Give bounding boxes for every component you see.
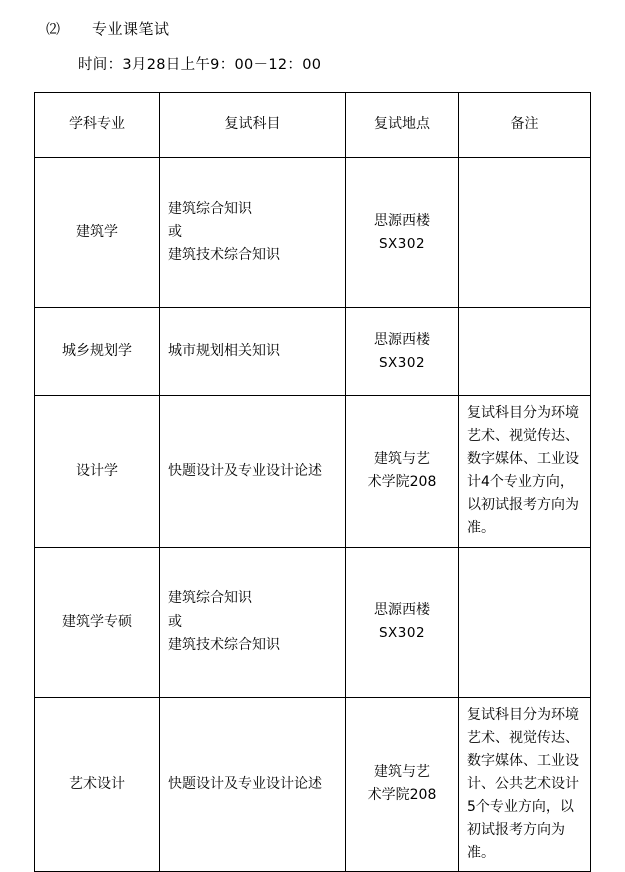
place-room: SX302 (378, 625, 426, 642)
exam-time-line: 时间：3月28日上午9：00－12：00 (78, 57, 322, 73)
exam-schedule-table (34, 92, 591, 872)
cell-subject (160, 158, 346, 308)
subject-line: 或 (168, 223, 182, 240)
place-room: 术学院208 (367, 787, 437, 804)
place-building: 思源西楼 (374, 212, 430, 229)
subject-line: 城市规划相关知识 (168, 342, 280, 359)
subject-line: 建筑综合知识 (168, 590, 252, 607)
cell-note (459, 547, 591, 697)
cell-place (346, 697, 459, 872)
column-header-subject: 复试科目 (160, 93, 346, 158)
table-row (35, 396, 591, 548)
subject-line: 或 (168, 613, 182, 630)
column-header-note: 备注 (459, 93, 591, 158)
table-row (35, 158, 591, 308)
cell-subject (160, 308, 346, 396)
place-building: 建筑与艺 (374, 764, 430, 781)
cell-major: 设计学 (35, 396, 160, 548)
place-building: 建筑与艺 (374, 451, 430, 468)
column-header-place: 复试地点 (346, 93, 459, 158)
cell-note: 复试科目分为环境艺术、视觉传达、数字媒体、工业设计、公共艺术设计5个专业方向，以初试报考方向为准。 (459, 697, 591, 872)
cell-note (459, 308, 591, 396)
cell-note (459, 158, 591, 308)
subject-line: 建筑综合知识 (168, 200, 252, 217)
table-row (35, 697, 591, 872)
place-building: 思源西楼 (374, 331, 430, 348)
cell-major: 建筑学 (35, 158, 160, 308)
section-number: ⑵ (46, 22, 61, 38)
column-header-major: 学科专业 (35, 93, 160, 158)
cell-subject: 快题设计及专业设计论述 (160, 396, 346, 548)
cell-subject: 快题设计及专业设计论述 (160, 697, 346, 872)
place-room: SX302 (378, 235, 426, 252)
document-page (0, 18, 625, 868)
table-row (35, 308, 591, 396)
place-building: 思源西楼 (374, 602, 430, 619)
subject-line: 建筑技术综合知识 (168, 247, 280, 264)
cell-place (346, 396, 459, 548)
cell-place (346, 308, 459, 396)
table-header-row (35, 93, 591, 158)
cell-major: 建筑学专硕 (35, 547, 160, 697)
cell-subject (160, 547, 346, 697)
cell-place (346, 158, 459, 308)
cell-major: 艺术设计 (35, 697, 160, 872)
place-room: 术学院208 (367, 474, 437, 491)
subject-line: 建筑技术综合知识 (168, 636, 280, 653)
place-room: SX302 (378, 354, 426, 371)
table-row (35, 547, 591, 697)
cell-place (346, 547, 459, 697)
cell-note: 复试科目分为环境艺术、视觉传达、数字媒体、工业设计4个专业方向，以初试报考方向为准。 (459, 396, 591, 548)
cell-major: 城乡规划学 (35, 308, 160, 396)
section-heading (0, 18, 625, 39)
section-title: 专业课笔试 (92, 20, 170, 38)
